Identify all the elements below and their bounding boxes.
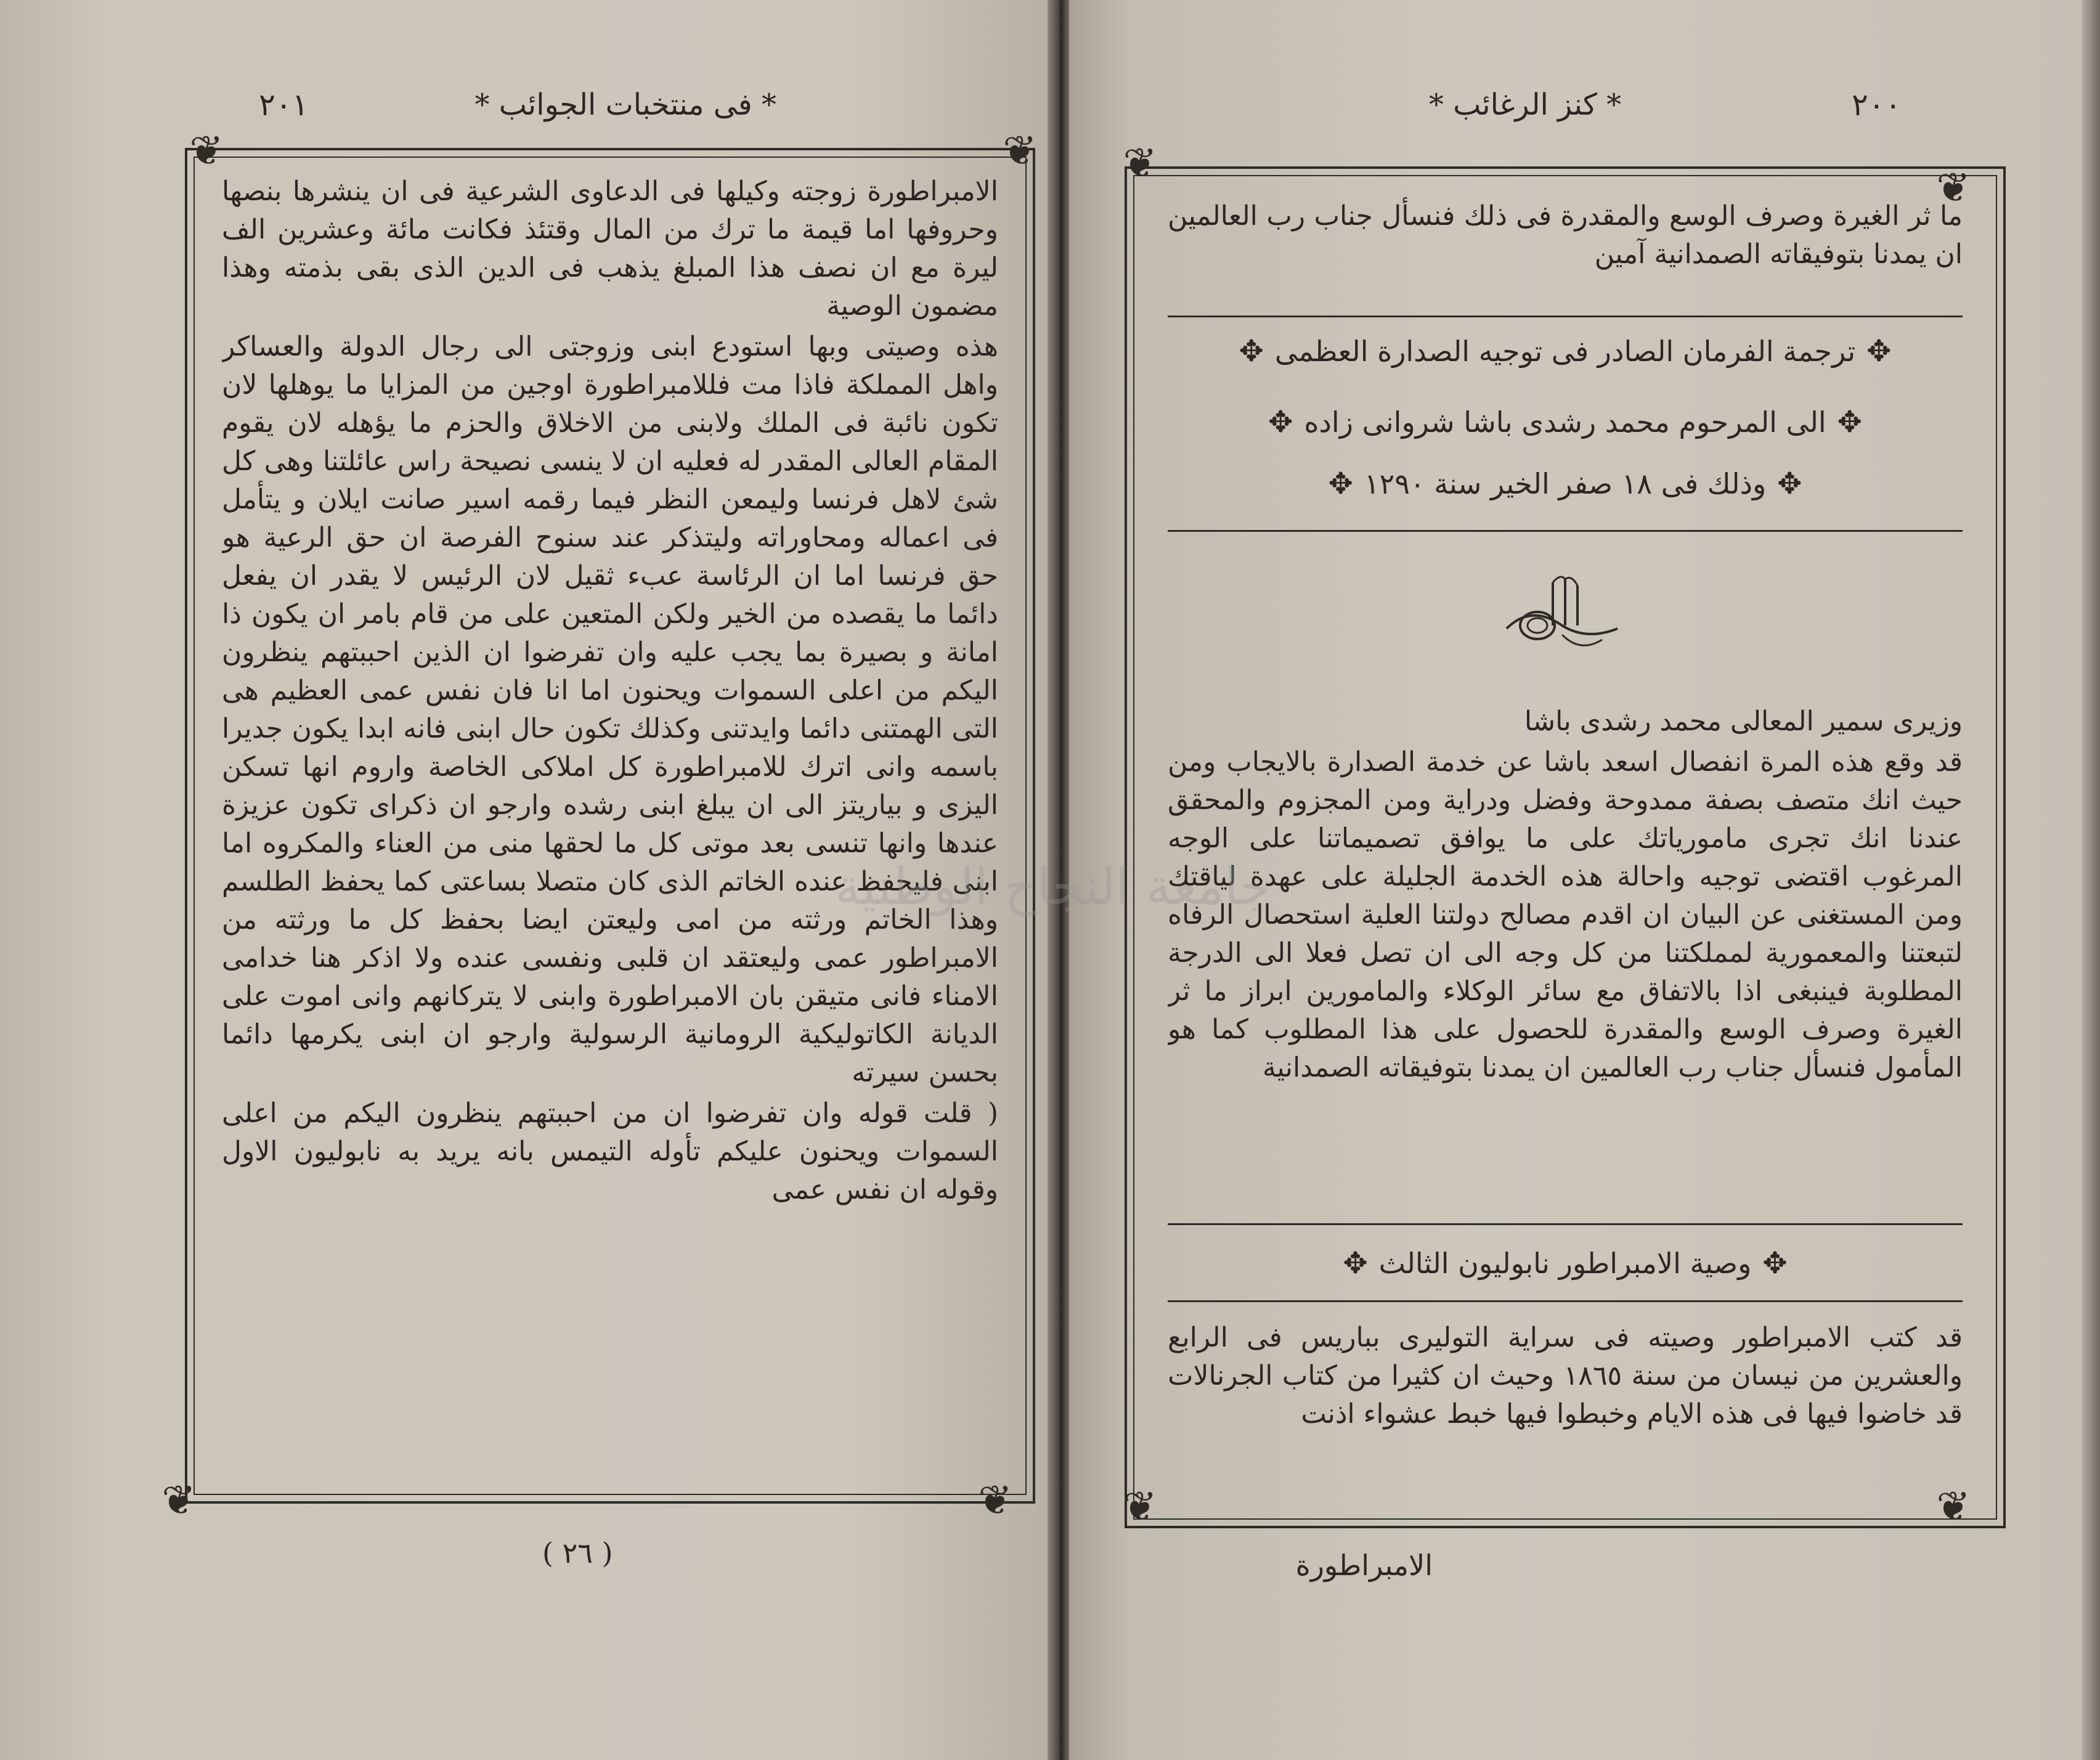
paragraph: وزيرى سمير المعالى محمد رشدى باشا bbox=[1524, 706, 1963, 737]
firman-heading-line: ✥ترجمة الفرمان الصادر فى توجيه الصدارة العظمى✥ bbox=[1239, 334, 1892, 369]
corner-ornament-icon: ❦ bbox=[1936, 1483, 1971, 1530]
firman-heading-line: ✥وذلك فى ١٨ صفر الخير سنة ١٢٩٠✥ bbox=[1328, 466, 1802, 501]
fleuron-icon: ✥ bbox=[1837, 405, 1862, 439]
catchword: الامبراطورة bbox=[1295, 1549, 1433, 1582]
corner-ornament-icon: ❦ bbox=[1123, 139, 1157, 187]
corner-ornament-icon: ❦ bbox=[189, 127, 224, 174]
paragraph: ( قلت قوله وان تفرضوا ان من احببتهم ينظرون اليكم من اعلى السموات ويحنون عليكم تأوله التيمس بانه يريد به نابوليون الاول وقوله ان نفس عمى bbox=[222, 1098, 998, 1205]
corner-ornament-icon: ❦ bbox=[1003, 127, 1037, 174]
library-watermark: جامعة النجاح الوطنية bbox=[835, 858, 1271, 916]
page-number: ٢٠١ bbox=[259, 87, 309, 123]
opening-text bbox=[1168, 197, 1963, 314]
fleuron-icon: ✥ bbox=[1762, 1246, 1788, 1281]
firman-text bbox=[1168, 703, 1963, 1220]
corner-ornament-icon: ❦ bbox=[1123, 1483, 1157, 1530]
corner-ornament-icon: ❦ bbox=[1936, 164, 1971, 211]
firman-heading-line: ✥الى المرحوم محمد رشدى باشا شروانى زاده✥ bbox=[1268, 405, 1862, 439]
paragraph: قد كتب الامبراطور وصيته فى سراية التوليرى بباريس فى الرابع والعشرين من نيسان من سنة ١٨٦٥ وحيث ان كثيرا من كتاب الجرنالات قد خاضوا فيها فى هذه الايام وخبطوا فيها خبط عشواء اذنت bbox=[1168, 1322, 1963, 1430]
page-edge bbox=[2082, 0, 2100, 1760]
corner-ornament-icon: ❦ bbox=[161, 1477, 196, 1524]
fleuron-icon: ✥ bbox=[1328, 466, 1353, 501]
corner-ornament-icon: ❦ bbox=[978, 1477, 1012, 1524]
running-head: * فى منتخبات الجوائب * bbox=[474, 88, 776, 122]
left-text-block bbox=[222, 173, 998, 1485]
right-page bbox=[835, 0, 2100, 1760]
divider bbox=[1168, 316, 1963, 317]
fleuron-icon: ✥ bbox=[1866, 334, 1892, 369]
paragraph: قد وقع هذه المرة انفصال اسعد باشا عن خدمة الصدارة بالايجاب ومن حيث انك متصف بصفة ممدوحة وفضل ودراية ومن المجزوم والمحقق عندنا انك تجرى مامورياتك على ما يوافق تصميماتنا على الوجه المرغوب اقتضى توجيه واحالة هذه الخدمة الجليلة على عهدة لياقتك ومن المستغنى عن البيان ان اقدم مصالح دولتنا العلية استحصال الرفاه لتبعتنا والمعمورية لمملكتنا من كل وجه الى ان تصل فعلا الى الدرجة المطلوبة فينبغى اذا بالاتفاق مع سائر الوكلاء والمامورين ابراز ما ثر الغيرة وصرف الوسع والمقدرة للحصول على هذا المطلوب كما هو المأمول فنسأل جناب رب العالمين ان يمدنا بتوفيقاته الصمدانية bbox=[1168, 746, 1963, 1083]
running-head: * كنز الرغائب * bbox=[1428, 88, 1622, 122]
tughra-seal-icon bbox=[1494, 567, 1630, 659]
paragraph: ما ثر الغيرة وصرف الوسع والمقدرة فى ذلك فنسأل جناب رب العالمين ان يمدنا بتوفيقاته الصمدانية آمين bbox=[1168, 200, 1963, 270]
will-intro-text bbox=[1168, 1319, 1963, 1485]
divider bbox=[1168, 1300, 1963, 1302]
signature-mark: ( ٢٦ ) bbox=[542, 1536, 613, 1570]
page-number: ٢٠٠ bbox=[1852, 87, 1902, 123]
fleuron-icon: ✥ bbox=[1268, 405, 1293, 439]
paragraph: هذه وصيتى وبها استودع ابنى وزوجتى الى رجال الدولة والعساكر واهل المملكة فاذا مت فللامبراطورة اوجين من المزايا ما يوهلها لان تكون نائبة فى الملك ولابنى من الاخلاق والحزم ما يؤهله لان يقوم المقام العالى المقدر له فعليه ان لا ينسى نصيحة راس عائلتنا وهى كل شئ لاهل فرنسا وليمعن النظر فيما رقمه اسير صانت ايلان و يتأمل فى اعماله ومحاوراته وليتذكر عند سنوح الفرصة ان حق الرعية هو حق فرنسا اما ان الرئاسة عبء ثقيل لان الرئيس لا يقدر ان يفعل دائما ما يقصده من الخير ولكن المتعين على من قام بامر ان يكون ذا امانة و بصيرة بما يجب عليه وان تفرضوا ان الذين احببتهم ينظرون اليكم من اعلى السموات ويحنون اما انا فان نفس عمى العظيم هى التى الهمتنى دائما وايدتنى وكذلك تكون حال ابنى فانه ابدا يكون جديرا باسمه وانى اترك للامبراطورة كل املاكى الخاصة واروم انها تسكن اليزى و بياريتز الى ان يبلغ ابنى رشده وارجو ان ذكراى تكون عزيزة عندها وانها تنسى بعد موتى كل ما لحقها منى من العناء والمكروه اما ابنى فليحفظ عنده الخاتم الذى كان متصلا بساعتى كما يحفظ الطلسم وهذا الخاتم ورثته من امى وليعتن ايضا بحفظ كل ما ورثته من الامبراطور عمى وليعتقد ان قلبى ونفسى عنده ولا اذكر هنا خدامى الامناء فانى متيقن بان الامبراطورة وابنى لا يتركانهم وانى اموت على الديانة الكاتوليكية الرومانية الرسولية وارجو ان ابنى يكرمها دائما بحسن سيرته bbox=[222, 331, 998, 1088]
section-title: ✥وصية الامبراطور نابوليون الثالث✥ bbox=[1343, 1246, 1788, 1281]
paragraph: الامبراطورة زوجته وكيلها فى الدعاوى الشرعية فى ان ينشرها بنصها وحروفها اما قيمة ما ترك من المال وقتئذ فكانت مائة وعشرين الف ليرة مع ان نصف هذا المبلغ يذهب فى الدين الذى بقى بذمته وهذا مضمون الوصية bbox=[222, 176, 998, 322]
fleuron-icon: ✥ bbox=[1239, 334, 1264, 369]
fleuron-icon: ✥ bbox=[1343, 1246, 1368, 1281]
divider bbox=[1168, 530, 1963, 532]
fleuron-icon: ✥ bbox=[1777, 466, 1802, 501]
divider bbox=[1168, 1223, 1963, 1225]
